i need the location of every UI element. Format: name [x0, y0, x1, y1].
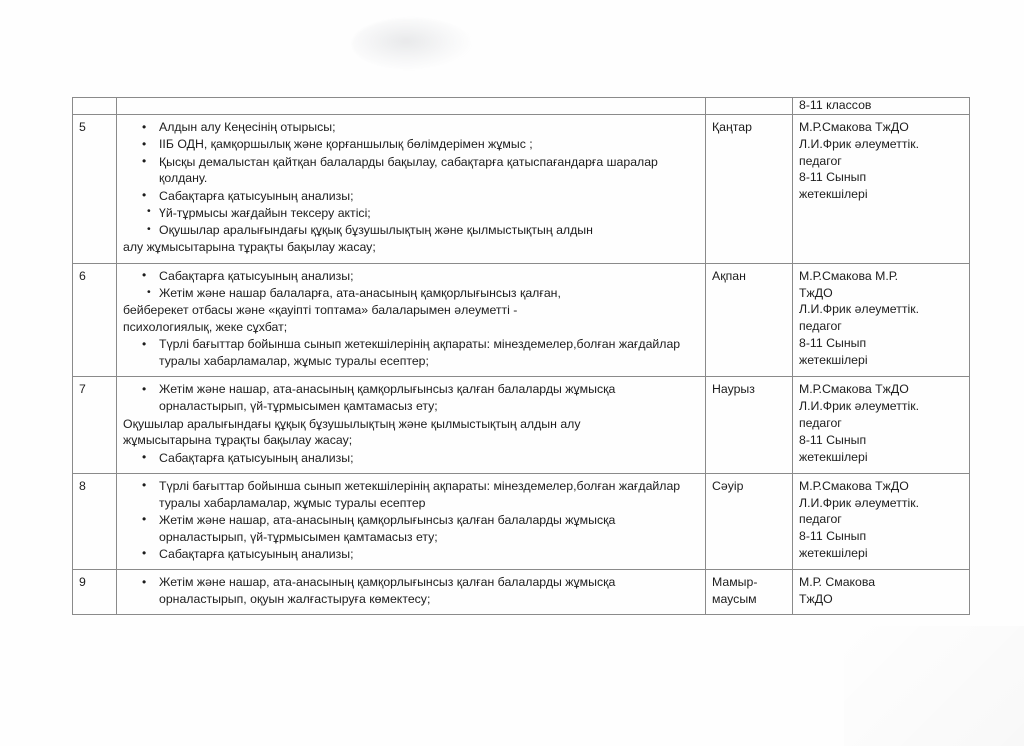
- month-line: Наурыз: [712, 382, 755, 397]
- activity-bullet-list: [123, 381, 699, 466]
- responsible-line: педагог: [799, 416, 842, 430]
- responsible-line: педагог: [799, 319, 842, 334]
- cell-month: [706, 263, 793, 377]
- month-line: Ақпан: [712, 268, 746, 283]
- list-item: • Жетім және нашар балаларға, ата-анасының қамқорлығынсыз қалған,: [159, 285, 699, 302]
- cell-activity: [117, 570, 706, 615]
- activity-plan-table: [72, 97, 970, 615]
- cell-activity: [117, 473, 706, 569]
- list-item: • Жетім және нашар, ата-анасының қамқорлығынсыз қалған балаларды жұмысқа орналастырып, үй-тұрмысымен қамтамасыз ету;: [159, 381, 699, 415]
- month-line: Мамыр-: [712, 575, 758, 590]
- list-item: • Жетім және нашар, ата-анасының қамқорлығынсыз қалған балаларды жұмысқа орналастырып, оқуын жалғастыруға көмектесу;: [159, 574, 699, 608]
- responsible-line: 8-11 Сынып: [799, 170, 867, 185]
- list-item: • Алдын алу Кеңесінің отырысы;: [159, 119, 699, 136]
- cell-number: 8: [73, 473, 117, 569]
- responsible-line: М.Р.Смакова ТжДО: [799, 382, 909, 397]
- table-row: [73, 473, 970, 569]
- activity-bullet-list: [123, 478, 699, 563]
- month-line: маусым: [712, 592, 757, 607]
- cell-number: 9: [73, 570, 117, 615]
- responsible-line: М.Р.Смакова ТжДО: [799, 478, 909, 493]
- cell-activity: [117, 98, 706, 115]
- cell-month: [706, 473, 793, 569]
- responsible-line: ТжДО: [799, 592, 833, 607]
- list-item: • Түрлі бағыттар бойынша сынып жетекшілерінің ақпараты: мінездемелер,болған жағдайлар туралы хабарламалар, жұмыс туралы есептер: [159, 478, 699, 512]
- activity-continuation-text: психологиялық, жеке сұхбат;: [123, 320, 288, 335]
- cell-responsible: [793, 98, 970, 115]
- responsible-line: М.Р.Смакова ТжДО: [799, 120, 909, 134]
- cell-number: [73, 98, 117, 115]
- responsible-line: жетекшілері: [799, 352, 868, 367]
- cell-month: [706, 115, 793, 264]
- cell-number: 5: [73, 115, 117, 264]
- table-row-partial: [73, 98, 970, 115]
- responsible-line: 8-11 Сынып: [799, 432, 867, 447]
- cell-activity: [117, 115, 706, 264]
- list-item: • Үй-тұрмысы жағдайын тексеру актісі;: [159, 205, 699, 222]
- cell-month: [706, 98, 793, 115]
- list-item: • Қысқы демалыстан қайтқан балаларды бақылау, сабақтарға қатыспағандарға шаралар қолдану.: [159, 154, 699, 188]
- responsible-line: Л.И.Фрик әлеуметтік.: [799, 495, 919, 510]
- table-row: [73, 570, 970, 615]
- responsible-line: Л.И.Фрик әлеуметтік.: [799, 136, 919, 151]
- list-item: • Түрлі бағыттар бойынша сынып жетекшілерінің ақпараты: мінездемелер,болған жағдайлар туралы хабарламалар, жұмыс туралы есептер;: [159, 336, 699, 370]
- responsible-line: 8-11 Сынып: [799, 335, 867, 350]
- activity-plan-table-container: [72, 97, 969, 615]
- cell-responsible: [793, 377, 970, 473]
- cell-number: 6: [73, 263, 117, 377]
- list-item: • Жетім және нашар, ата-анасының қамқорлығынсыз қалған балаларды жұмысқа орналастырып, үй-тұрмысымен қамтамасыз ету;: [159, 512, 699, 546]
- list-item-continuation: [123, 239, 699, 256]
- list-item: • Сабақтарға қатысуының анализы;: [159, 450, 699, 467]
- month-line: Қаңтар: [712, 120, 752, 134]
- responsible-line: М.Р. Смакова: [799, 575, 876, 590]
- list-item: • Оқушылар аралығындағы құқық бұзушылықтың және қылмыстықтың алдын: [159, 222, 699, 239]
- activity-continuation-text: жұмысытарына тұрақты бақылау жасау;: [123, 433, 353, 448]
- activity-bullet-list: [123, 119, 699, 256]
- responsible-line: Л.И.Фрик әлеуметтік.: [799, 399, 919, 414]
- scan-shading-artifact: [844, 626, 1024, 746]
- scan-smudge-artifact: [352, 18, 472, 70]
- cell-number: 7: [73, 377, 117, 473]
- list-item: • Сабақтарға қатысуының анализы;: [159, 188, 699, 205]
- cell-responsible: [793, 115, 970, 264]
- responsible-line: педагог: [799, 512, 842, 527]
- responsible-line: жетекшілері: [799, 449, 868, 464]
- list-item: • ІІБ ОДН, қамқоршылық және қорғаншылық бөлімдерімен жұмыс ;: [159, 136, 699, 153]
- cell-responsible: [793, 263, 970, 377]
- responsible-line: 8-11 Сынып: [799, 529, 867, 544]
- month-line: Сәуір: [712, 478, 744, 493]
- list-item: • Сабақтарға қатысуының анализы;: [159, 268, 699, 285]
- activity-bullet-list: [123, 268, 699, 370]
- responsible-line: жетекшілері: [799, 545, 868, 560]
- responsible-line: Л.И.Фрик әлеуметтік.: [799, 302, 919, 317]
- activity-continuation-text: Оқушылар аралығындағы құқық бұзушылықтың және қылмыстықтың алдын алу: [123, 416, 581, 431]
- activity-bullet-list: [123, 574, 699, 608]
- table-row: [73, 263, 970, 377]
- table-row: [73, 377, 970, 473]
- list-item-continuation: [123, 416, 699, 450]
- cell-responsible: [793, 473, 970, 569]
- list-item-continuation: [123, 302, 699, 336]
- activity-continuation-text: бейберекет отбасы және «қауіпті топтама» балаларымен әлеуметті -: [123, 303, 518, 318]
- responsible-line: жетекшілері: [799, 187, 868, 202]
- table-row: [73, 115, 970, 264]
- responsible-line: 8-11 классов: [799, 98, 872, 112]
- list-item: • Сабақтарға қатысуының анализы;: [159, 546, 699, 563]
- responsible-line: М.Р.Смакова М.Р.: [799, 268, 899, 283]
- responsible-line: ТжДО: [799, 285, 833, 300]
- cell-month: [706, 570, 793, 615]
- cell-month: [706, 377, 793, 473]
- responsible-line: педагог: [799, 153, 842, 168]
- cell-activity: [117, 377, 706, 473]
- activity-continuation-text: алу жұмысытарына тұрақты бақылау жасау;: [123, 240, 376, 255]
- cell-activity: [117, 263, 706, 377]
- cell-responsible: [793, 570, 970, 615]
